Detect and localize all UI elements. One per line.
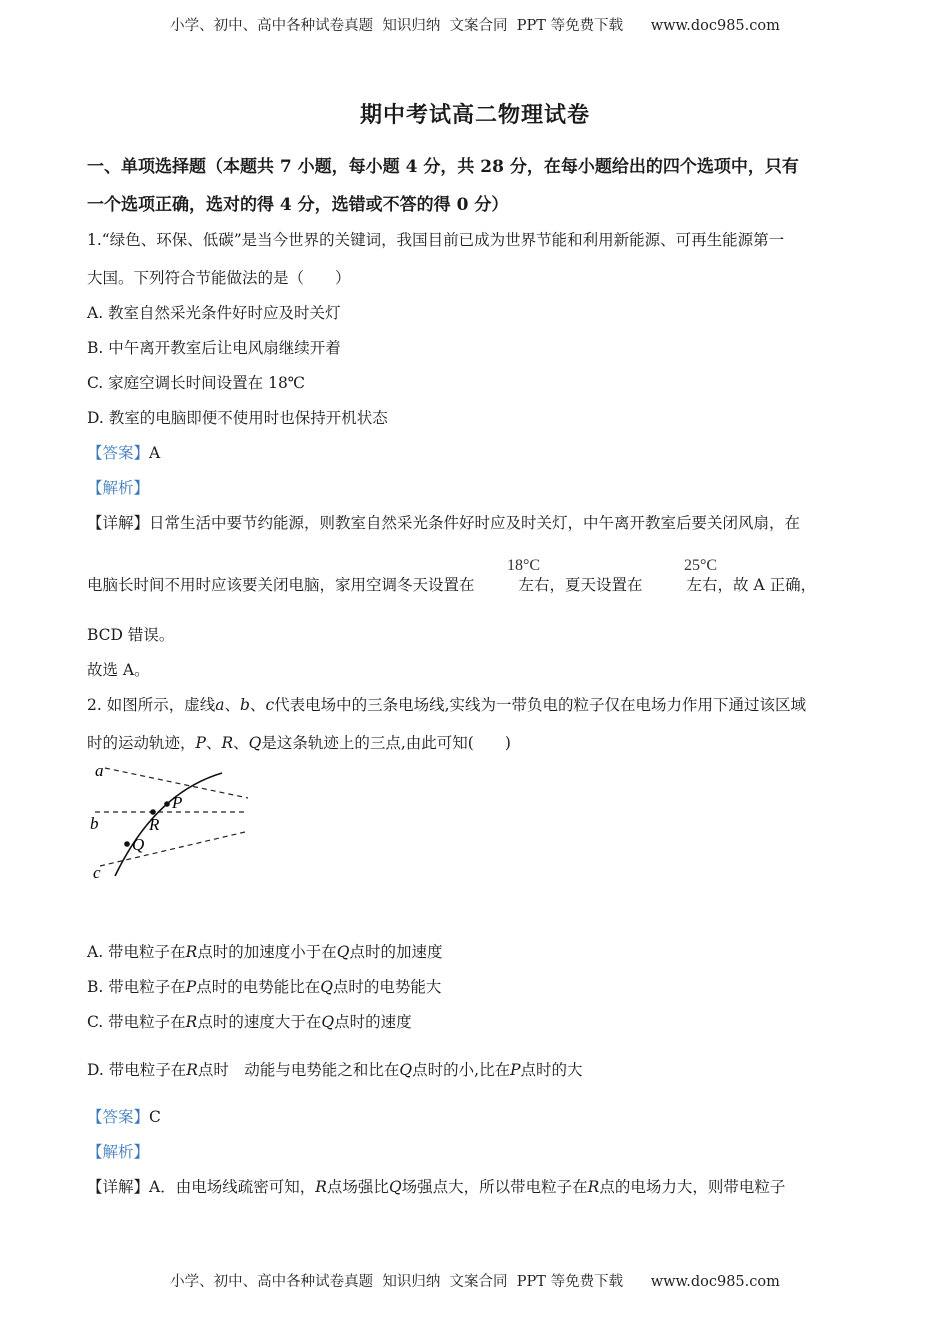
q1-option-c: C. 家庭空调长时间设置在 18℃ bbox=[87, 374, 306, 392]
page-title: 期中考试高二物理试卷 bbox=[359, 102, 590, 128]
q1-stem-line1: 1.“绿色、环保、低碳”是当今世界的关键词，我国目前已成为世界节能和利用新能源、可再生能源第一 bbox=[87, 231, 785, 249]
section-heading-line2: 一个选项正确，选对的得 4 分，选错或不答的得 0 分） bbox=[87, 195, 509, 215]
q2-stem-line1: 2. 如图所示，虚线a、b、c代表电场中的三条电场线,实线为一带负电的粒子仅在电场力作用下通过该区域 bbox=[87, 696, 807, 714]
q1-detail-line2: 电脑长时间不用时应该要关闭电脑，家用空调冬天设置在 左右，夏天设置在 左右，故 A 正确， bbox=[87, 576, 817, 594]
q1-option-b: B. 中午离开教室后让电风扇继续开着 bbox=[87, 339, 341, 357]
point-P bbox=[164, 801, 170, 807]
q2-stem-line2: 时的运动轨迹，P、R、Q是这条轨迹上的三点,由此可知( ) bbox=[87, 734, 511, 752]
q2-detail-line1: 【详解】A．由电场线疏密可知，R点场强比Q场强点大，所以带电粒子在R点的电场力大，则带电粒子 bbox=[87, 1178, 786, 1196]
q1-option-d: D. 教室的电脑即便不使用时也保持开机状态 bbox=[87, 409, 388, 427]
label-Q: Q bbox=[132, 835, 145, 854]
q1-conclusion: 故选 A。 bbox=[87, 661, 150, 679]
field-line-c bbox=[100, 832, 245, 866]
q2-option-b: B. 带电粒子在P点时的电势能比在Q点时的电势能大 bbox=[87, 978, 442, 996]
q1-analysis-label: 【解析】 bbox=[87, 479, 150, 497]
q1-stem-line2: 大国。下列符合节能做法的是（ ） bbox=[87, 269, 351, 287]
q2-field-figure bbox=[85, 758, 255, 888]
q1-detail-line3: BCD 错误。 bbox=[87, 626, 175, 644]
point-Q bbox=[124, 841, 130, 847]
label-P: P bbox=[172, 793, 183, 812]
q1-temp-summer: 25°C bbox=[684, 557, 718, 574]
q1-detail-line1: 【详解】日常生活中要节约能源，则教室自然采光条件好时应及时关灯，中午离开教室后要关闭风扇，在 bbox=[87, 514, 801, 532]
q2-option-a: A. 带电粒子在R点时的加速度小于在Q点时的加速度 bbox=[87, 943, 443, 961]
label-R: R bbox=[149, 815, 160, 834]
q1-option-a: A. 教室自然采光条件好时应及时关灯 bbox=[87, 304, 341, 322]
label-a: a bbox=[95, 761, 104, 780]
section-heading-line1: 一、单项选择题（本题共 7 小题，每小题 4 分，共 28 分，在每小题给出的四个选项中，只有 bbox=[87, 157, 799, 177]
point-R bbox=[150, 809, 156, 815]
q2-analysis-label: 【解析】 bbox=[87, 1143, 150, 1161]
q2-answer: 【答案】C bbox=[87, 1108, 161, 1126]
q2-option-c: C. 带电粒子在R点时的速度大于在Q点时的速度 bbox=[87, 1013, 412, 1031]
q1-temp-winter: 18°C bbox=[507, 557, 541, 574]
particle-trajectory bbox=[115, 773, 222, 876]
label-c: c bbox=[93, 863, 101, 882]
q2-option-d: D. 带电粒子在R点时 动能与电势能之和比在Q点时的小,比在P点时的大 bbox=[87, 1061, 583, 1079]
page-header: 小学、初中、高中各种试卷真题 知识归纳 文案合同 PPT 等免费下载 www.doc985.com bbox=[170, 18, 780, 34]
page-footer: 小学、初中、高中各种试卷真题 知识归纳 文案合同 PPT 等免费下载 www.doc985.com bbox=[170, 1274, 780, 1290]
label-b: b bbox=[90, 814, 99, 833]
q1-answer: 【答案】A bbox=[87, 444, 161, 462]
